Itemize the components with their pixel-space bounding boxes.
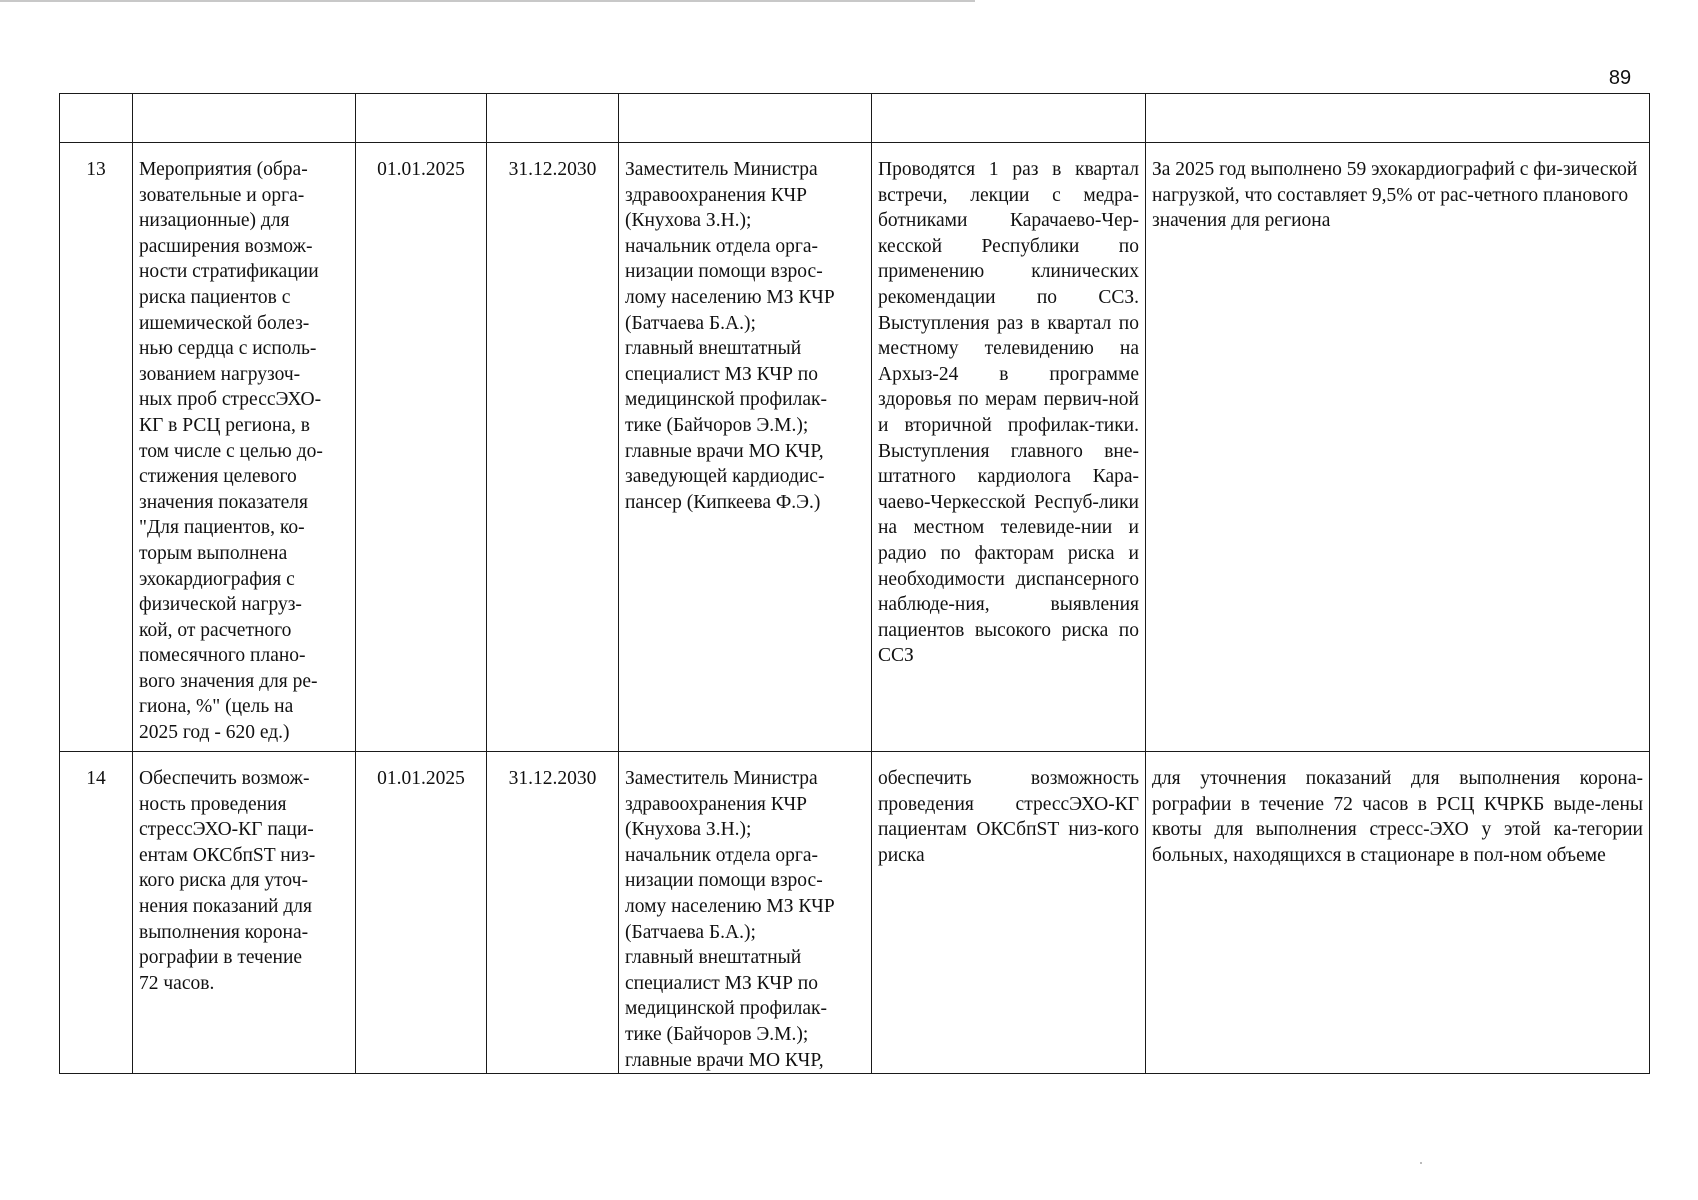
row-number: 14 — [60, 752, 133, 1074]
description-cell: обеспечить возможность проведения стрессЭХО-КГ пациентам ОКСбпST низ-кого риска — [872, 752, 1146, 1074]
page-number: 89 — [1608, 67, 1632, 89]
table-row — [60, 752, 1650, 1074]
responsible-text: Заместитель Министра здравоохранения КЧР (Кнухова З.Н.); начальник отдела орга- низации помощи взрос- лому населению МЗ КЧР (Батчаева Б.А.); главный внештатный специалист МЗ КЧР по медицинской профилак- тике (Байчоров Э.М.); главные врачи МО КЧР, заведующей кардиодис- пансер (Кипкеева Ф.Э.) — [625, 159, 835, 513]
header-continuation-row — [60, 94, 1650, 143]
responsible-text: Заместитель Министра здравоохранения КЧР (Кнухова З.Н.); начальник отдела орга- низации помощи взрос- лому населению МЗ КЧР (Батчаева Б.А.); главный внештатный специалист МЗ КЧР по медицинской профилак- тике (Байчоров Э.М.); главные врачи МО КЧР, — [625, 768, 835, 1071]
header-cell-description — [872, 94, 1146, 143]
start-date-cell: 01.01.2025 — [356, 143, 487, 752]
header-cell-number — [60, 94, 133, 143]
responsible-cell — [619, 143, 872, 752]
activity-text: Обеспечить возмож- ность проведения стрессЭХО-КГ паци- ентам ОКСбпST низ- кого риска для уточ- нения показаний для выполнения корона- рографии в течение 72 часов. — [139, 768, 316, 994]
header-cell-responsible — [619, 94, 872, 143]
start-date-cell: 01.01.2025 — [356, 752, 487, 1074]
activity-cell — [133, 752, 356, 1074]
table-row — [60, 143, 1650, 752]
header-cell-start — [356, 94, 487, 143]
end-date-cell: 31.12.2030 — [487, 143, 619, 752]
measures-table — [59, 93, 1650, 1074]
result-cell: для уточнения показаний для выполнения корона-рографии в течение 72 часов в РСЦ КЧРКБ выде-лены квоты для выполнения стресс-ЭХО у этой ка-тегории больных, находящихся в стационаре в пол-ном объеме — [1146, 752, 1650, 1074]
result-cell: За 2025 год выполнено 59 эхокардиографий с фи-зической нагрузкой, что составляет 9,5% от рас-четного планового значения для региона — [1146, 143, 1650, 752]
responsible-cell — [619, 752, 872, 1074]
activity-text: Мероприятия (обра- зовательные и орга- низационные) для расширения возмож- ности стратификации риска пациентов с ишемической болез- нью сердца с исполь- зованием нагрузоч- ных проб стрессЭХО- КГ в РСЦ региона, в том числе с целью до- стижения целевого значения показателя "Для пациентов, ко- торым выполнена эхокардиография с физической нагруз- кой, от расчетного помесячного плано- вого значения для ре- гиона, %" (цель на 2025 год - 620 ед.) — [139, 159, 323, 744]
row-number: 13 — [60, 143, 133, 752]
scan-speck — [1420, 1162, 1422, 1164]
header-cell-activity — [133, 94, 356, 143]
end-date-cell: 31.12.2030 — [487, 752, 619, 1074]
activity-cell — [133, 143, 356, 752]
scan-top-edge — [0, 0, 975, 2]
header-cell-result — [1146, 94, 1650, 143]
description-cell: Проводятся 1 раз в квартал встречи, лекции с медра-ботниками Карачаево-Чер-кесской Республики по применению клинических рекомендации по ССЗ. Выступления раз в квартал по местному телевидению на Архыз-24 в программе здоровья по мерам первич-ной и вторичной профилак-тики. Выступления главного вне-штатного кардиолога Кара-чаево-Черкесской Респуб-лики на местном телевиде-нии и радио по факторам риска и необходимости диспансерного наблюде-ния, выявления пациентов высокого риска по ССЗ — [872, 143, 1146, 752]
header-cell-end — [487, 94, 619, 143]
